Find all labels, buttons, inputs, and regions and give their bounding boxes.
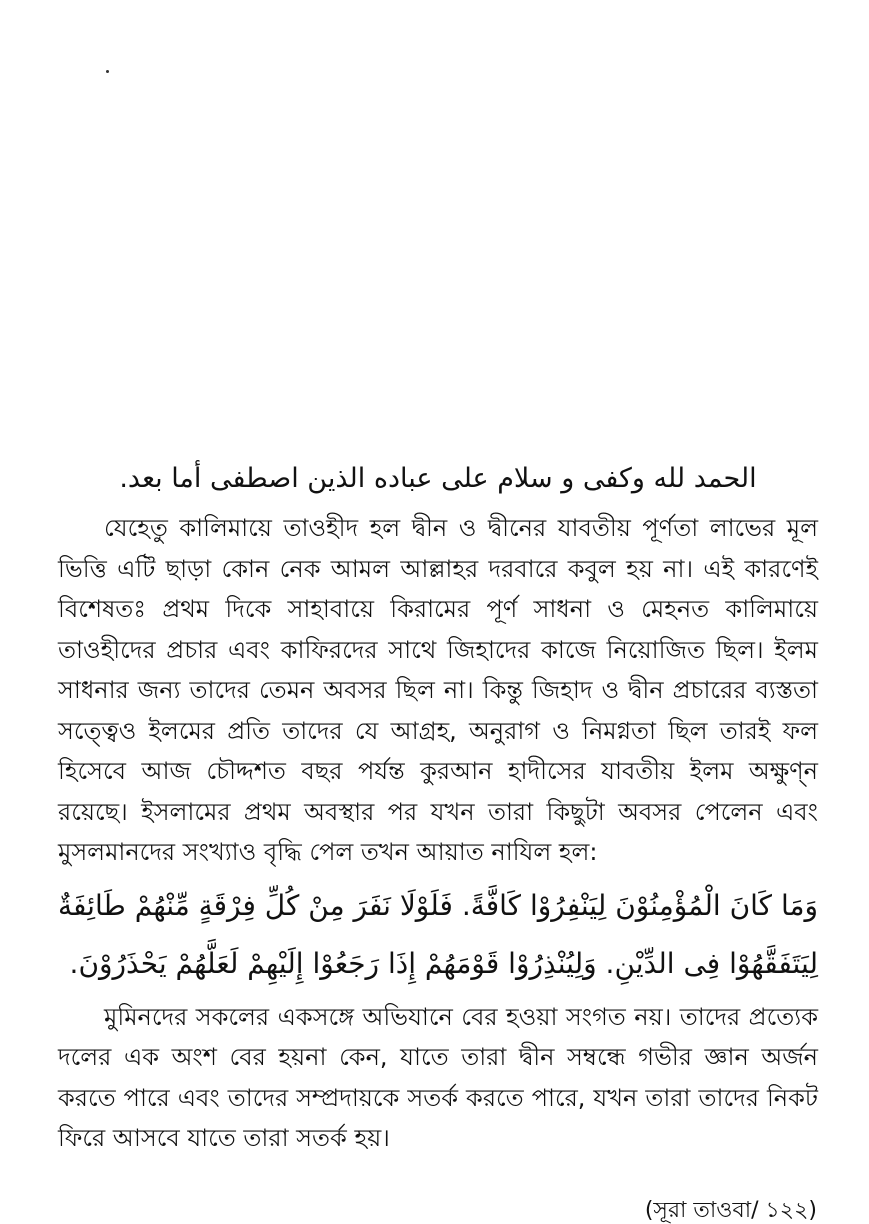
quran-verse: وَمَا كَانَ الْمُؤْمِنُوْنَ لِيَنْفِرُوْا كَافَّةً. فَلَوْلَا نَفَرَ مِنْ كُلِّ فِرْقَةٍ مِّنْهُمْ طَائِفَةٌ لِيَتَفَقَّهُوْا فِى الدِّيْنِ. وَلِيُنْذِرُوْا قَوْمَهُمْ إِذَا رَجَعُوْا إِلَيْهِمْ لَعَلَّهُمْ يَحْذَرُوْنَ. (58, 888, 818, 980)
paragraph-translation: মুমিনদের সকলের একসঙ্গে অভিযানে বের হওয়া সংগত নয়। তাদের প্রত্যেক দলের এক অংশ বের হয়না কেন, যাতে তারা দ্বীন সম্বন্ধে গভীর জ্ঞান অর্জন করতে পারে এবং তাদের সম্প্রদায়কে সতর্ক করতে পারে, যখন তারা তাদের নিকট ফিরে আসবে যাতে তারা সতর্ক হয়। (58, 1002, 818, 1152)
scan-speck (106, 70, 109, 73)
paragraph-intro: যেহেতু কালিমায়ে তাওহীদ হল দ্বীন ও দ্বীনের যাবতীয় পূর্ণতা লাভের মূল ভিত্তি এটি ছাড়া কোন নেক আমল আল্লাহর দরবারে কবুল হয় না। এই কারণেই বিশেষতঃ প্রথম দিকে সাহাবায়ে কিরামের পূর্ণ সাধনা ও মেহনত কালিমায়ে তাওহীদের প্রচার এবং কাফিরদের সাথে জিহাদের কাজে নিয়োজিত ছিল। ইলম সাধনার জন্য তাদের তেমন অবসর ছিল না। কিন্তু জিহাদ ও দ্বীন প্রচারের ব্যস্ততা সত্ত্বেও ইলমের প্রতি তাদের যে আগ্রহ, অনুরাগ ও নিমগ্নতা ছিল তারই ফল হিসেবে আজ চৌদ্দশত বছর পর্যন্ত কুরআন হাদীসের যাবতীয় ইলম অক্ষুণ্ন রয়েছে। ইসলামের প্রথম অবস্থার পর যখন তারা কিছুটা অবসর পেলেন এবং মুসলমানদের সংখ্যাও বৃদ্ধি পেল তখন আয়াত নাযিল হল: (58, 514, 818, 866)
opening-arabic-line: الحمد لله وكفى و سلام على عباده الذين اصطفى أما بعد. (119, 463, 757, 494)
page-content (58, 456, 818, 1159)
verse-citation: (সূরা তাওবা/ ১২২) (644, 1198, 817, 1223)
